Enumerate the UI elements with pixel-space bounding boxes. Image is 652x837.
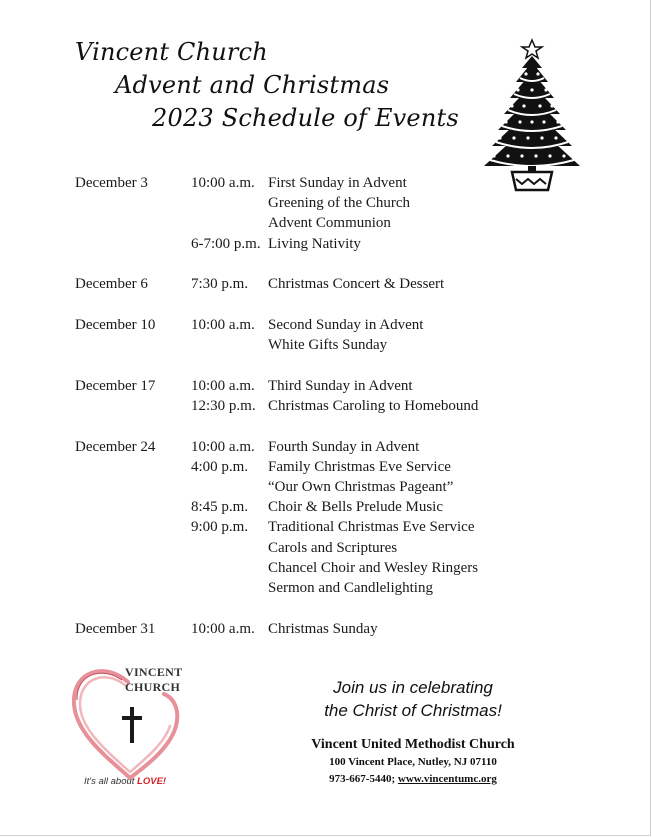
schedule-row (75, 337, 535, 357)
tagline-emphasis: LOVE! (137, 776, 167, 787)
logo-tagline (84, 776, 166, 787)
event-name: Third Sunday in Advent (268, 377, 413, 394)
schedule-row (75, 215, 535, 235)
schedule-row (75, 459, 535, 479)
church-phone: 973-667-5440; (329, 773, 396, 785)
schedule-row (75, 540, 535, 560)
schedule-row (75, 195, 535, 215)
event-time: 10:00 a.m. (191, 377, 255, 394)
schedule-row (75, 499, 535, 519)
event-name: Traditional Christmas Eve Service (268, 519, 475, 536)
event-name: Family Christmas Eve Service (268, 458, 451, 475)
title-line-3: 2023 Schedule of Events (152, 104, 459, 132)
schedule-day (75, 276, 535, 296)
contact-block (283, 736, 543, 788)
event-name: Second Sunday in Advent (268, 316, 424, 333)
event-date: December 3 (75, 175, 148, 191)
church-name: Vincent United Methodist Church (311, 737, 515, 752)
event-name: Sermon and Candlelighting (268, 580, 433, 596)
schedule-row (75, 236, 535, 256)
cross-icon (122, 707, 142, 743)
event-schedule (75, 175, 535, 661)
schedule-row (75, 621, 535, 641)
event-name: Christmas Caroling to Homebound (268, 398, 479, 414)
christmas-tree-icon (478, 38, 588, 198)
invitation (290, 676, 536, 722)
logo-wordmark (125, 665, 182, 695)
event-time: 8:45 p.m. (191, 499, 249, 516)
tagline-prefix: It's all about (84, 776, 138, 787)
schedule-row (75, 317, 535, 337)
schedule-day (75, 621, 535, 641)
schedule-day (75, 175, 535, 256)
schedule-row (75, 398, 535, 418)
schedule-row (75, 175, 535, 195)
schedule-row (75, 439, 535, 459)
event-name: Carols and Scriptures (268, 539, 398, 556)
church-website-link[interactable]: www.vincentumc.org (397, 773, 497, 785)
logo-name-line-2: CHURCH (125, 680, 181, 694)
schedule-row (75, 519, 535, 539)
schedule-day (75, 439, 535, 601)
title-line-2: Advent and Christmas (115, 71, 390, 99)
event-name: Greening of the Church (268, 195, 411, 212)
event-date: December 10 (75, 316, 156, 333)
schedule-day (75, 317, 535, 357)
event-name: Advent Communion (268, 215, 391, 232)
event-time: 4:00 p.m. (191, 458, 249, 475)
event-time: 10:00 a.m. (191, 175, 255, 191)
event-name: “Our Own Christmas Pageant” (268, 479, 454, 496)
schedule-day (75, 378, 535, 418)
event-name: Christmas Concert & Dessert (268, 276, 445, 293)
event-name: White Gifts Sunday (268, 337, 388, 354)
event-time: 10:00 a.m. (191, 620, 255, 637)
invitation-line-2: the Christ of Christmas! (324, 701, 502, 720)
event-time: 9:00 p.m. (191, 519, 249, 536)
event-time: 10:00 a.m. (191, 438, 255, 455)
title-line-1: Vincent Church (75, 38, 268, 66)
schedule-row (75, 378, 535, 398)
event-date: December 31 (75, 620, 156, 637)
event-name: Choir & Bells Prelude Music (268, 499, 443, 516)
schedule-row (75, 580, 535, 600)
church-address: 100 Vincent Place, Nutley, NJ 07110 (329, 756, 497, 768)
event-name: Fourth Sunday in Advent (268, 438, 420, 455)
contact-line (283, 771, 543, 788)
schedule-row (75, 276, 535, 296)
event-date: December 24 (75, 438, 156, 455)
schedule-row (75, 479, 535, 499)
event-time: 6-7:00 p.m. (191, 235, 261, 252)
invitation-line-1: Join us in celebrating (333, 678, 493, 697)
event-time: 10:00 a.m. (191, 316, 255, 333)
event-time: 12:30 p.m. (191, 398, 256, 414)
event-date: December 6 (75, 276, 148, 293)
schedule-row (75, 560, 535, 580)
event-name: Chancel Choir and Wesley Ringers (268, 559, 479, 576)
event-name: Living Nativity (268, 235, 361, 252)
event-date: December 17 (75, 377, 156, 394)
event-name: First Sunday in Advent (268, 175, 407, 191)
event-time: 7:30 p.m. (191, 276, 249, 293)
logo-name-line-1: VINCENT (125, 665, 183, 679)
event-name: Christmas Sunday (268, 620, 378, 637)
